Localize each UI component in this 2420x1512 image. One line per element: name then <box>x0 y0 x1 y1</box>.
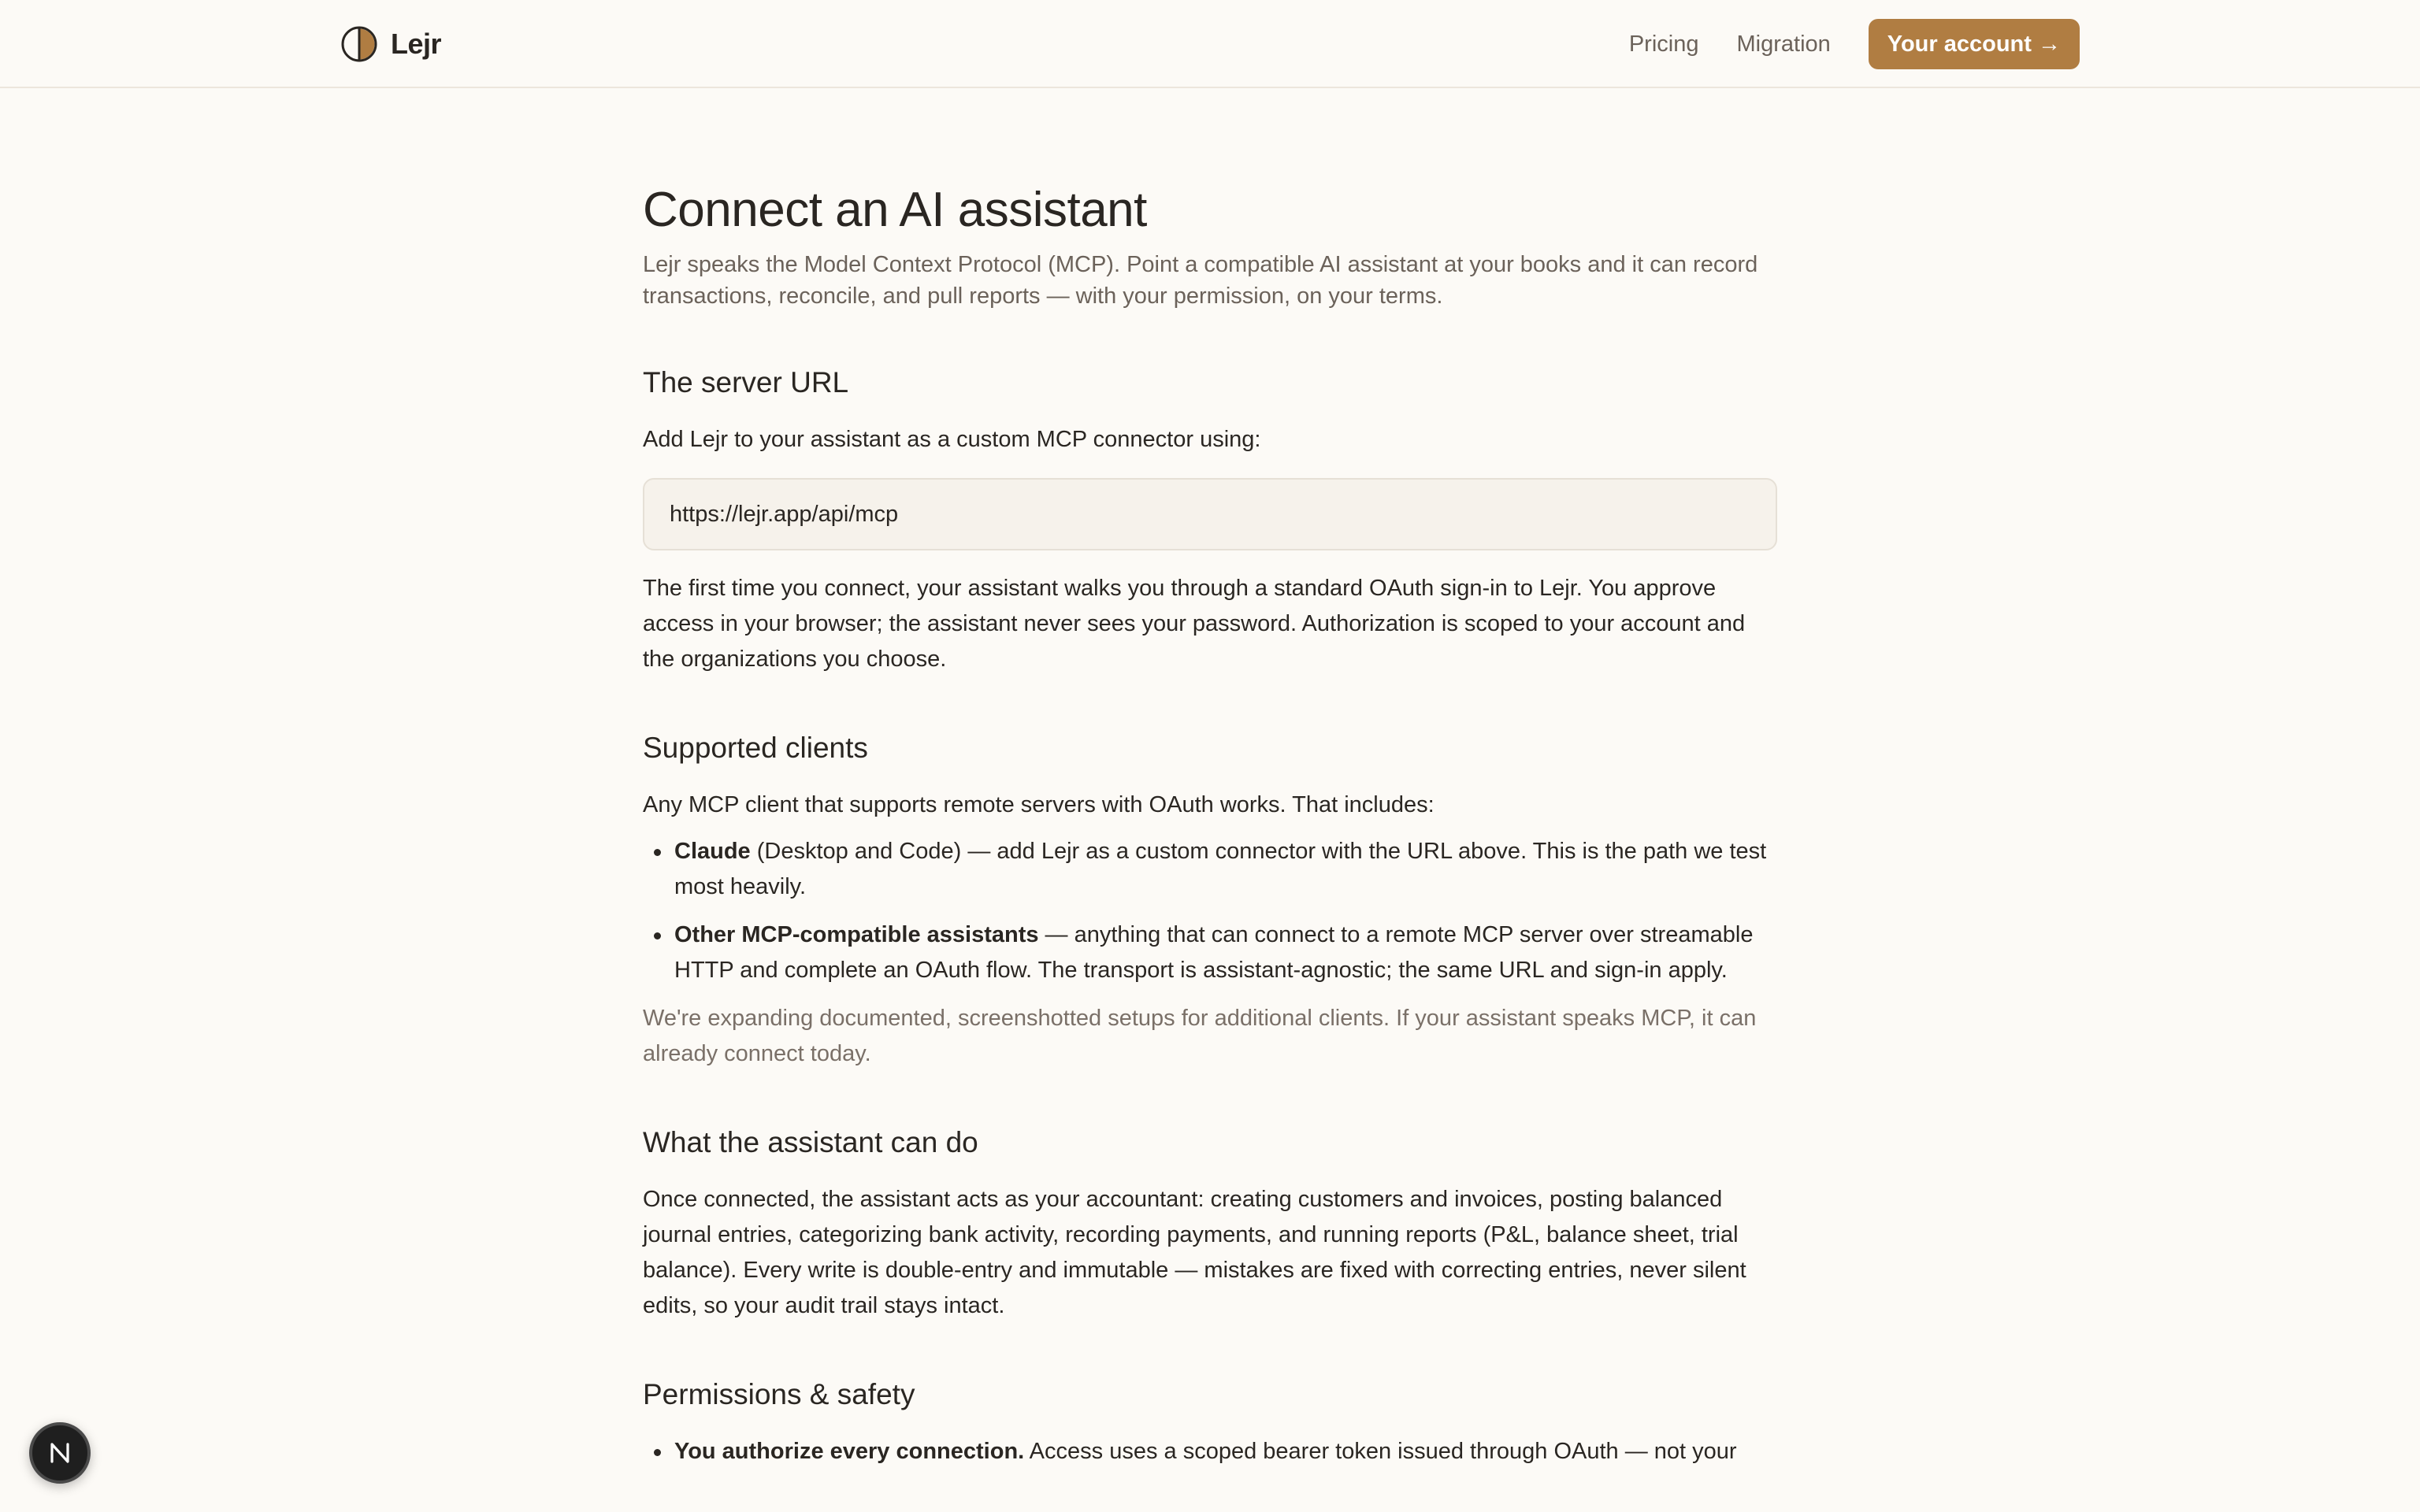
oauth-note: The first time you connect, your assistant walks you through a standard OAuth sign‑in to Lejr. You approve access in your browser; the assistant never sees your password. Authorization is scoped to your account and the organizations you choose. <box>643 576 1746 673</box>
supported-clients-heading: Supported clients <box>643 732 868 765</box>
permissions-section <box>643 1376 1777 1469</box>
nav-pricing-link[interactable]: Pricing <box>1628 31 1699 57</box>
client-description: — anything that can connect to a remote MCP server over streamable HTTP and complete an OAuth flow. The transport is assistant‑agnostic; the same URL and sign‑in apply. <box>674 922 1754 984</box>
server-url-heading: The server URL <box>643 366 849 399</box>
main-nav <box>1629 19 2080 69</box>
permission-title: You authorize every connection. <box>674 1439 1025 1465</box>
permissions-list <box>643 1434 1777 1469</box>
list-item <box>643 917 1777 988</box>
client-description: (Desktop and Code) — add Lejr as a custom connector with the URL above. This is the path we test most heavily. <box>674 839 1767 900</box>
permission-description: Access uses a scoped bearer token issued through OAuth — not your <box>1024 1439 1737 1465</box>
supported-clients-intro: Any MCP client that supports remote servers with OAuth works. That includes: <box>643 792 1435 818</box>
client-name: Claude <box>674 839 751 865</box>
supported-clients-section <box>643 729 1777 1072</box>
main-content <box>643 181 1777 1482</box>
n-letter-icon <box>46 1440 73 1466</box>
supported-clients-list <box>643 834 1777 988</box>
server-url-code-box[interactable] <box>643 478 1777 550</box>
list-item <box>643 1434 1777 1469</box>
capabilities-body: Once connected, the assistant acts as your accountant: creating customers and invoices, posting balanced journal entries, categorizing bank activity, recording payments, and running reports (P&L, balance sheet, trial balance). Every write is double‑entry and immutable — mistakes are fixed with correcting entries, never silent edits, so your audit trail stays intact. <box>643 1187 1746 1319</box>
server-url-section <box>643 364 1777 677</box>
list-item <box>643 834 1777 905</box>
clients-expansion-note: We're expanding documented, screenshotted setups for additional clients. If your assistant speaks MCP, it can already connect today. <box>643 1006 1757 1067</box>
brand-name: Lejr <box>391 28 442 60</box>
top-navigation-bar <box>0 0 2420 88</box>
capabilities-section <box>643 1124 1777 1324</box>
permissions-heading: Permissions & safety <box>643 1378 915 1411</box>
brand-link[interactable] <box>340 24 441 64</box>
page-title: Connect an AI assistant <box>643 183 1147 237</box>
your-account-button[interactable]: Your account → <box>1869 19 2080 69</box>
nav-migration-link[interactable]: Migration <box>1736 31 1831 57</box>
page-lede: Lejr speaks the Model Context Protocol (MCP). Point a compatible AI assistant at your books and it can record transactions, reconcile, and pull reports — with your permission, on your terms. <box>643 252 1758 309</box>
server-url-value[interactable]: https://lejr.app/api/mcp <box>670 501 899 527</box>
client-name: Other MCP‑compatible assistants <box>674 922 1039 948</box>
half-circle-logo-icon <box>340 25 378 63</box>
floating-n-button[interactable] <box>29 1422 91 1484</box>
capabilities-heading: What the assistant can do <box>643 1126 978 1159</box>
server-url-intro: Add Lejr to your assistant as a custom MCP connector using: <box>643 427 1261 453</box>
